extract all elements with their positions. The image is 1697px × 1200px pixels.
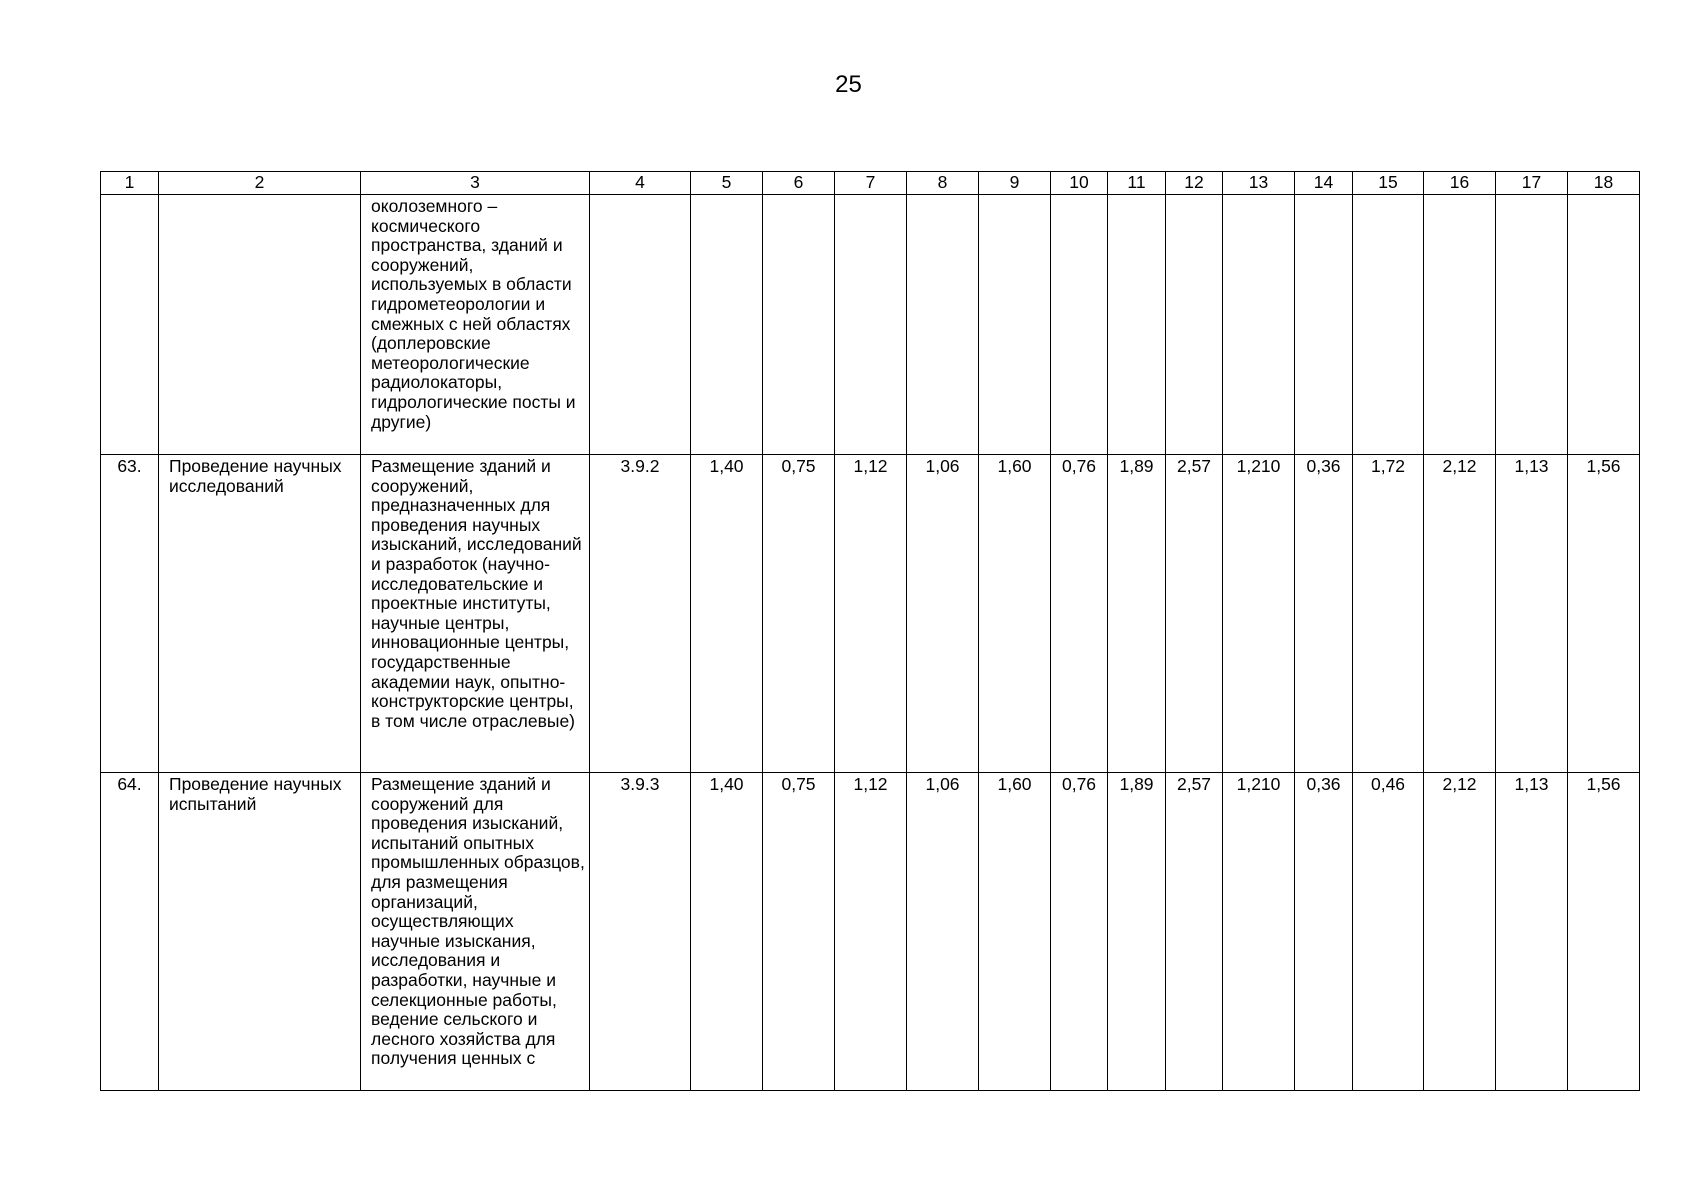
value-cell: [590, 195, 691, 455]
value-cell: [1166, 195, 1223, 455]
column-header: 1: [101, 172, 159, 195]
value-cell: [1223, 195, 1295, 455]
value-cell: 1,60: [979, 773, 1051, 1091]
value-cell: 1,13: [1496, 773, 1568, 1091]
page-number: 25: [835, 71, 862, 98]
value-cell: 1,12: [835, 773, 907, 1091]
value-cell: 1,72: [1353, 455, 1424, 773]
value-cell: 0,75: [763, 455, 835, 773]
column-header: 10: [1051, 172, 1108, 195]
value-cell: 1,06: [907, 773, 979, 1091]
value-cell: 1,40: [691, 773, 763, 1091]
value-cell: 0,75: [763, 773, 835, 1091]
column-header: 9: [979, 172, 1051, 195]
column-header: 15: [1353, 172, 1424, 195]
column-header: 13: [1223, 172, 1295, 195]
column-header: 5: [691, 172, 763, 195]
value-cell: 0,46: [1353, 773, 1424, 1091]
value-cell: 2,12: [1424, 773, 1496, 1091]
column-header: 2: [159, 172, 361, 195]
column-header: 3: [361, 172, 590, 195]
value-cell: 3.9.2: [590, 455, 691, 773]
column-header: 8: [907, 172, 979, 195]
value-cell: 1,210: [1223, 455, 1295, 773]
column-header: 4: [590, 172, 691, 195]
value-cell: [1424, 195, 1496, 455]
column-header: 11: [1108, 172, 1166, 195]
row-number-cell: 64.: [101, 773, 159, 1091]
value-cell: 1,12: [835, 455, 907, 773]
value-cell: 1,13: [1496, 455, 1568, 773]
data-table: [100, 171, 1640, 1091]
value-cell: [835, 195, 907, 455]
value-cell: 1,56: [1568, 773, 1640, 1091]
value-cell: 1,89: [1108, 773, 1166, 1091]
value-cell: [1353, 195, 1424, 455]
value-cell: 0,76: [1051, 773, 1108, 1091]
value-cell: [1295, 195, 1353, 455]
column-header: 6: [763, 172, 835, 195]
value-cell: [1108, 195, 1166, 455]
row-number-cell: 63.: [101, 455, 159, 773]
value-cell: 0,36: [1295, 455, 1353, 773]
value-cell: 0,76: [1051, 455, 1108, 773]
row-name-cell: [159, 195, 361, 455]
row-name-cell: Проведение научных испытаний: [159, 773, 361, 1091]
value-cell: [691, 195, 763, 455]
value-cell: 1,40: [691, 455, 763, 773]
row-name-cell: Проведение научных исследований: [159, 455, 361, 773]
row-description-cell: Размещение зданий и сооружений для проведения изысканий, испытаний опытных промышленных образцов, для размещения организаций, осуществляющих научные изыскания, исследования и разработки, научные и селекционные работы, ведение сельского и лесного хозяйства для получения ценных с: [361, 773, 590, 1091]
table-row: [101, 455, 1640, 773]
table-row: [101, 195, 1640, 455]
table-row: [101, 773, 1640, 1091]
value-cell: [979, 195, 1051, 455]
value-cell: 1,06: [907, 455, 979, 773]
value-cell: [1496, 195, 1568, 455]
row-number-cell: [101, 195, 159, 455]
column-header: 7: [835, 172, 907, 195]
value-cell: [763, 195, 835, 455]
column-header: 12: [1166, 172, 1223, 195]
value-cell: 1,89: [1108, 455, 1166, 773]
value-cell: 0,36: [1295, 773, 1353, 1091]
value-cell: [907, 195, 979, 455]
row-description-cell: Размещение зданий и сооружений, предназначенных для проведения научных изысканий, исследований и разработок (научно-исследовательские и проектные институты, научные центры, инновационные центры, государственные академии наук, опытно-конструкторские центры, в том числе отраслевые): [361, 455, 590, 773]
column-header: 16: [1424, 172, 1496, 195]
column-header: 14: [1295, 172, 1353, 195]
value-cell: 1,60: [979, 455, 1051, 773]
column-header: 17: [1496, 172, 1568, 195]
value-cell: 1,56: [1568, 455, 1640, 773]
column-number-header-row: [101, 172, 1640, 195]
value-cell: 1,210: [1223, 773, 1295, 1091]
row-description-cell: околоземного – космического пространства, зданий и сооружений, используемых в области гидрометеорологии и смежных с ней областях (доплеровские метеорологические радиолокаторы, гидрологические посты и другие): [361, 195, 590, 455]
value-cell: [1568, 195, 1640, 455]
value-cell: 3.9.3: [590, 773, 691, 1091]
column-header: 18: [1568, 172, 1640, 195]
value-cell: 2,57: [1166, 455, 1223, 773]
value-cell: [1051, 195, 1108, 455]
value-cell: 2,57: [1166, 773, 1223, 1091]
value-cell: 2,12: [1424, 455, 1496, 773]
